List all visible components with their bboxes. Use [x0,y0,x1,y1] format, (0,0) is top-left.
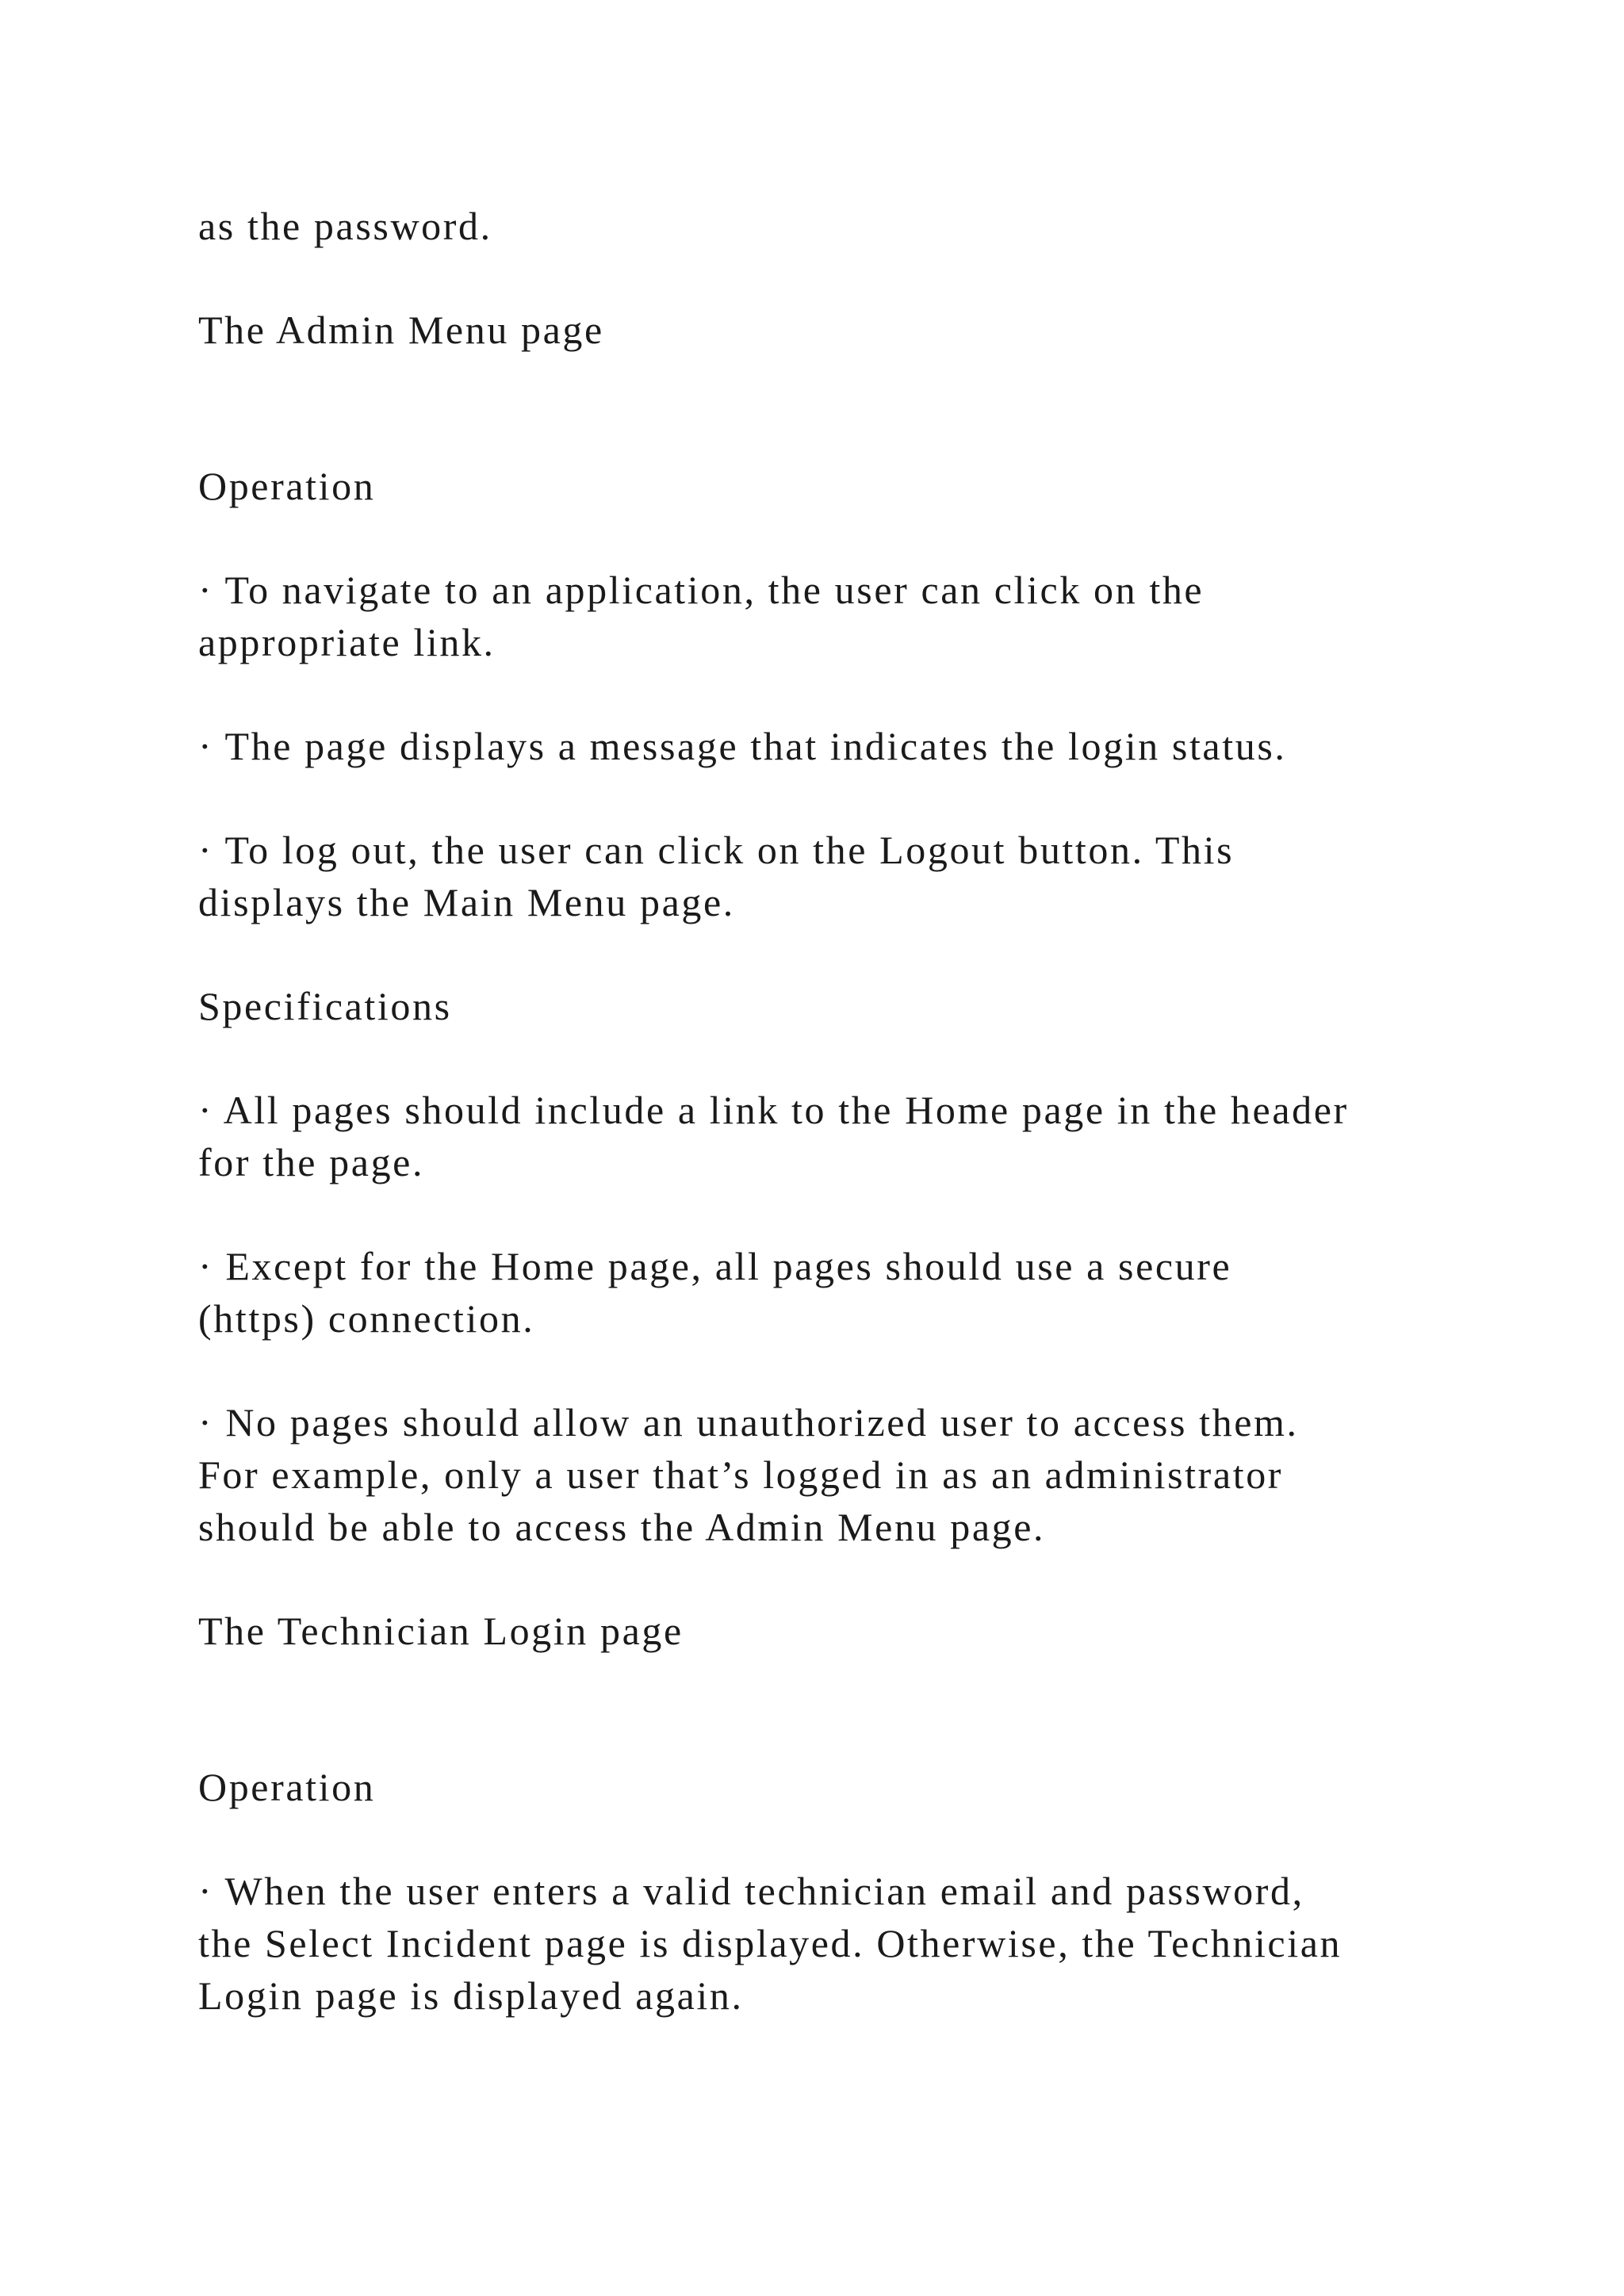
heading-operation: Operation [198,464,376,508]
heading-operation-technician: Operation [198,1765,376,1809]
bullet-https-line-2: (https) connection. [198,1296,535,1341]
bullet-unauthorized-line-3: should be able to access the Admin Menu page. [198,1505,1046,1549]
bullet-logout-line-1: · To log out, the user can click on the Logout button. This [198,828,1235,872]
bullet-login-status: · The page displays a message that indicates the login status. [198,724,1287,768]
bullet-technician-line-2: the Select Incident page is displayed. Otherwise, the Technician [198,1921,1342,1965]
bullet-https-line-1: · Except for the Home page, all pages should use a secure [198,1244,1232,1288]
bullet-home-link-line-2: for the page. [198,1140,425,1184]
bullet-unauthorized-line-2: For example, only a user that’s logged in as an administrator [198,1452,1284,1497]
bullet-navigate-line-1: · To navigate to an application, the user can click on the [198,568,1205,612]
bullet-logout-line-2: displays the Main Menu page. [198,880,735,924]
bullet-navigate-line-2: appropriate link. [198,620,496,664]
heading-specifications: Specifications [198,984,452,1028]
heading-technician-login-page: The Technician Login page [198,1609,684,1653]
bullet-home-link-line-1: · All pages should include a link to the Home page in the header [198,1088,1349,1132]
paragraph-password-line: as the password. [198,204,492,248]
bullet-unauthorized-line-1: · No pages should allow an unauthorized user to access them. [198,1400,1299,1445]
bullet-technician-line-3: Login page is displayed again. [198,1973,744,2018]
bullet-technician-line-1: · When the user enters a valid technician email and password, [198,1869,1304,1913]
heading-admin-menu-page: The Admin Menu page [198,308,604,352]
